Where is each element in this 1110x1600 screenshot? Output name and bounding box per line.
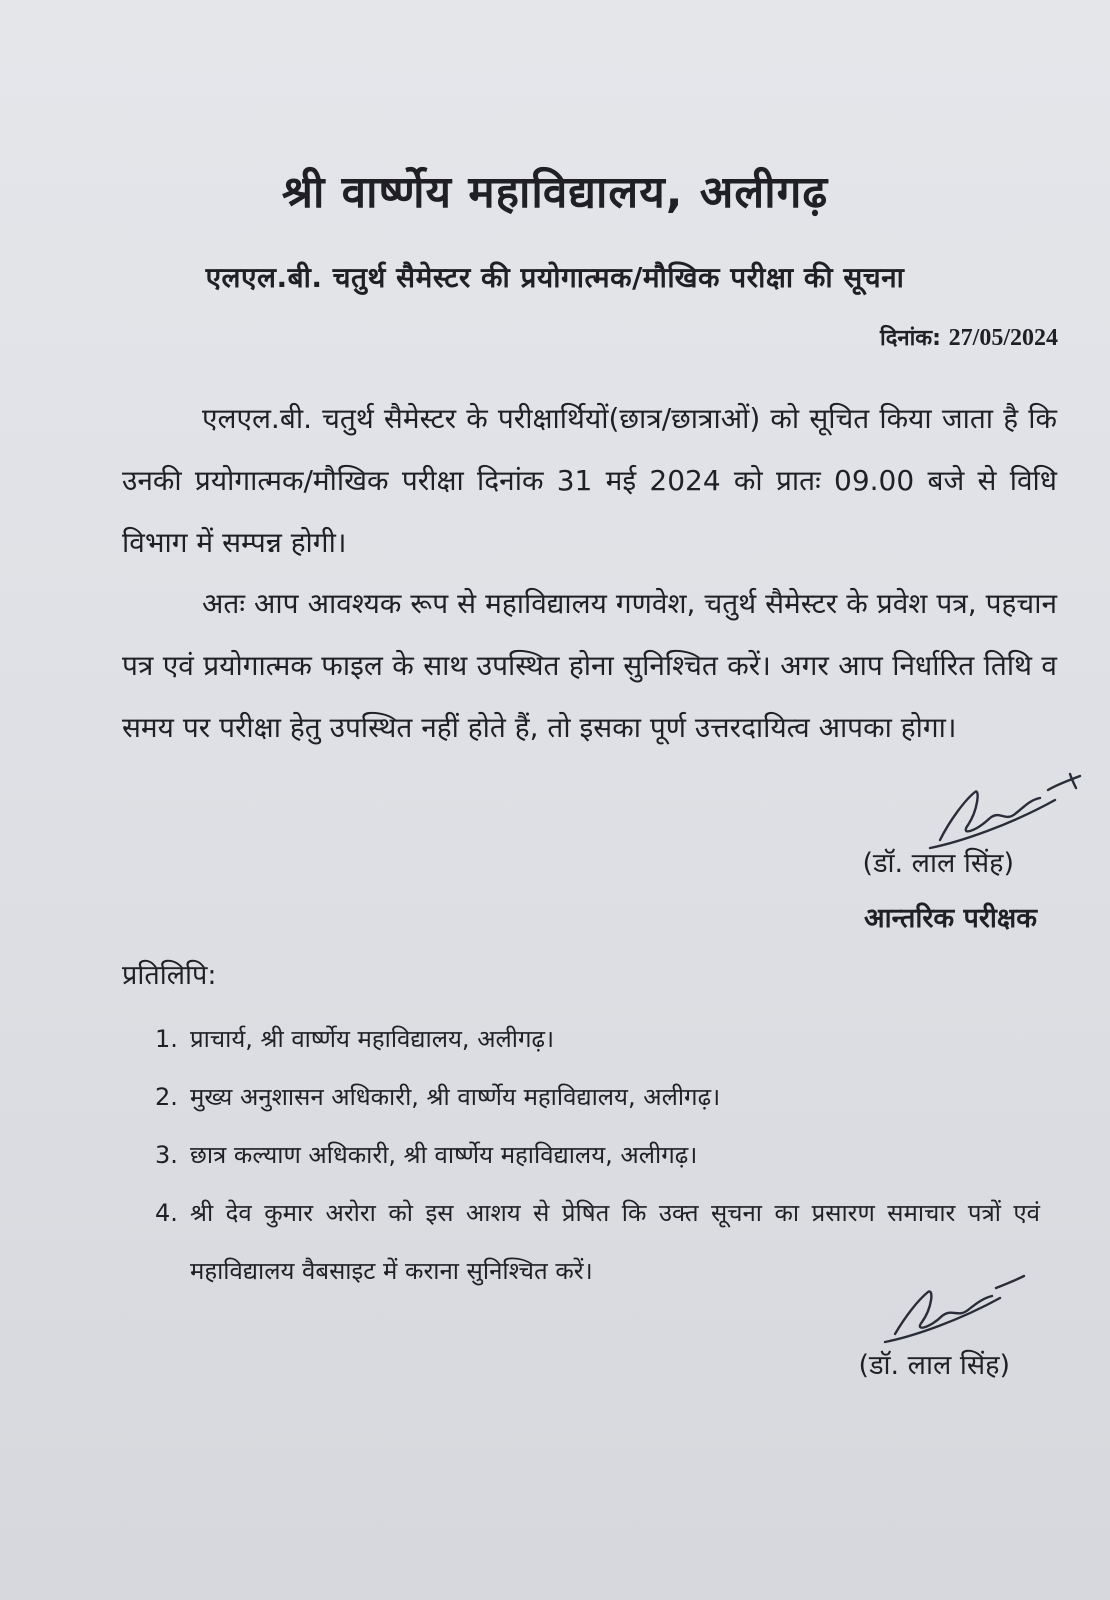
list-item-text: श्री देव कुमार अरोरा को इस आशय से प्रेषित कि उक्त सूचना का प्रसारण समाचार पत्रों एवं महाविद्यालय वैबसाइट में कराना सुनिश्चित करें। xyxy=(190,1199,1040,1285)
copy-to-label: प्रतिलिपि: xyxy=(122,960,217,991)
signatory-name: (डॉ. लाल सिंह) xyxy=(862,848,1014,879)
list-item-number: 3. xyxy=(155,1141,178,1169)
list-item-number: 1. xyxy=(155,1025,178,1053)
notice-subject: एलएल.बी. चतुर्थ सैमेस्टर की प्रयोगात्मक/मौखिक परीक्षा की सूचना xyxy=(205,261,905,294)
signatory-designation: आन्तरिक परीक्षक xyxy=(864,903,1037,934)
copy-to-list xyxy=(155,1010,1040,1300)
notice-date xyxy=(880,322,1058,352)
list-item xyxy=(155,1010,1040,1068)
list-item xyxy=(155,1126,1040,1184)
date-label: दिनांक: xyxy=(880,326,941,351)
body-paragraph-2: अतः आप आवश्यक रूप से महाविद्यालय गणवेश, चतुर्थ सैमेस्टर के प्रवेश पत्र, पहचान पत्र एवं प्रयोगात्मक फाइल के साथ उपस्थित होना सुनिश्चित करें। अगर आप निर्धारित तिथि व समय पर परीक्षा हेतु उपस्थित नहीं होते हैं, तो इसका पूर्ण उत्तरदायित्व आपका होगा। xyxy=(122,587,1057,744)
handwritten-signature-2 xyxy=(880,1272,1030,1352)
list-item-number: 4. xyxy=(155,1199,178,1227)
list-item-text: छात्र कल्याण अधिकारी, श्री वार्ष्णेय महाविद्यालय, अलीगढ़। xyxy=(190,1141,698,1169)
list-item-text: प्राचार्य, श्री वार्ष्णेय महाविद्यालय, अलीगढ़। xyxy=(190,1025,555,1053)
list-item xyxy=(155,1068,1040,1126)
body-paragraph-1: एलएल.बी. चतुर्थ सैमेस्टर के परीक्षार्थियों(छात्र/छात्राओं) को सूचित किया जाता है कि उनकी प्रयोगात्मक/मौखिक परीक्षा दिनांक 31 मई 2024 को प्रातः 09.00 बजे से विधि विभाग में सम्पन्न होगी। xyxy=(122,402,1057,559)
list-item-text: मुख्य अनुशासन अधिकारी, श्री वार्ष्णेय महाविद्यालय, अलीगढ़। xyxy=(190,1083,721,1111)
date-value: 27/05/2024 xyxy=(948,325,1058,351)
list-item-number: 2. xyxy=(155,1083,178,1111)
institution-title: श्री वार्ष्णेय महाविद्यालय, अलीगढ़ xyxy=(281,167,829,218)
copy-signatory-name: (डॉ. लाल सिंह) xyxy=(858,1350,1010,1381)
